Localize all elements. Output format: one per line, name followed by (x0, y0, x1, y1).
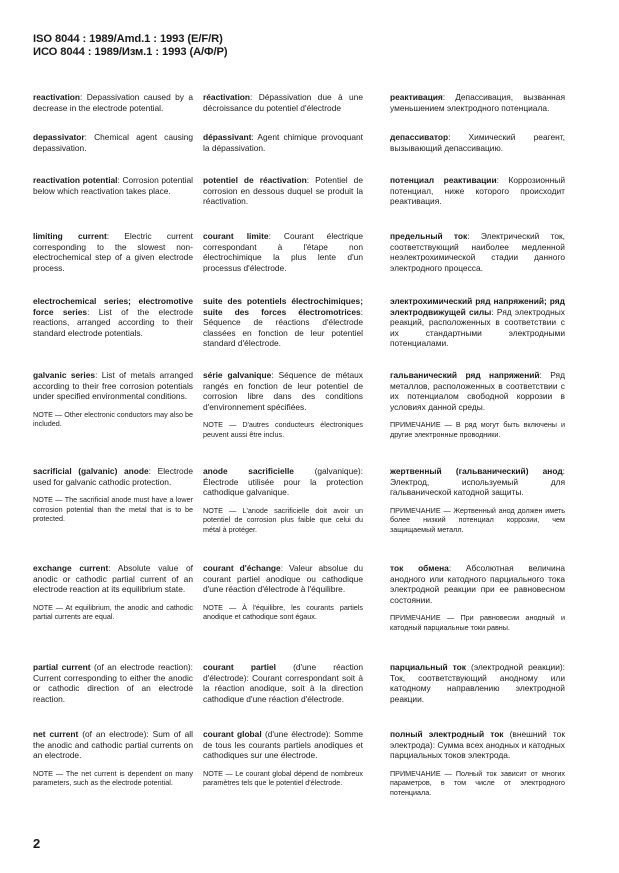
definition: : Dépassivation due à une décroissance du potentiel d'électrode (203, 92, 363, 113)
definition: : Séquence de métaux rangés en fonction de leur potentiel de corrosion libre dans des conditions d'environnement spécifiées. (203, 370, 363, 412)
note: NOTE — Le courant global dépend de nombreux paramètres tels que le potentiel d'électrode. (203, 768, 363, 788)
entry-en (33, 92, 193, 113)
term: ток обмена (390, 563, 449, 573)
definition: : Коррозионный потенциал, ниже которого происходит реактивация. (390, 175, 565, 207)
note: NOTE — The net current is dependent on many parameters, such as the electrode potential. (33, 768, 193, 788)
note: NOTE — L'anode sacrificielle doit avoir un potentiel de corrosion plus faible que celui du métal à protéger. (203, 505, 363, 534)
entry-ru (390, 231, 565, 273)
entry-en (33, 175, 193, 196)
term: courant limite (203, 231, 269, 241)
note: ПРИМЕЧАНИЕ — Жертвенный анод должен иметь более низкий потенциал коррозии, чем защищаемый металл. (390, 505, 565, 534)
entry-fr (203, 370, 363, 439)
term: depassivator (33, 132, 85, 142)
term: reactivation (33, 92, 81, 102)
definition: (of an electrode reaction): Current corresponding to either the anodic or cathodic direction of an electrode reaction. (33, 662, 193, 704)
page-number: 2 (33, 836, 41, 851)
entry-en (33, 132, 193, 153)
definition: : Absolute value of anodic or cathodic partial current of an electrode reaction at its equilibrium state. (33, 563, 193, 595)
definition: : List of metals arranged according to their free corrosion potentials under specified environmental conditions. (33, 370, 194, 402)
entry-en (33, 231, 193, 273)
definition: : Courant électrique correspondant à l'étape non électrochimique la plus lente d'un processus d'électrode. (203, 231, 363, 273)
entry-fr (203, 175, 363, 207)
term: net current (33, 729, 79, 739)
entry-ru (390, 466, 565, 534)
term: série galvanique (203, 370, 272, 380)
term: dépassivant (203, 132, 252, 142)
entry-fr (203, 132, 363, 153)
definition: : Абсолютная величина анодного или катодного парциального тока электродной реакции при ее равновесном состоянии. (390, 563, 565, 605)
entry-fr (203, 296, 363, 349)
entry-fr (203, 466, 363, 534)
entry-en (33, 466, 193, 523)
term: парциальный ток (390, 662, 466, 672)
term: полный электродный ток (390, 729, 504, 739)
definition: : Potentiel de corrosion en dessous duquel se produit la réactivation. (203, 175, 363, 207)
entry-ru (390, 175, 565, 207)
definition: (d'une électrode): Somme de tous les courants partiels anodiques et cathodiques sur une électrode. (203, 729, 363, 761)
term: réactivation (203, 92, 251, 102)
term: limiting current (33, 231, 107, 241)
entry-ru (390, 132, 565, 153)
definition: : Electrode used for galvanic cathodic protection. (33, 466, 193, 487)
note: ПРИМЕЧАНИЕ — Полный ток зависит от многих параметров, в том числе от электродного потенциала. (390, 768, 565, 797)
term: courant partiel (203, 662, 276, 672)
definition: : Depassivation caused by a decrease in the electrode potential. (33, 92, 193, 113)
entry-en (33, 563, 193, 622)
definition: (galvanique): Électrode utilisée pour la protection cathodique galvanique. (203, 466, 363, 498)
entry-en (33, 729, 193, 788)
term: potentiel de réactivation (203, 175, 307, 185)
entry-ru (390, 729, 565, 797)
definition: (внешний ток электрода): Сумма всех анодных и катодных парциальных токов электрода. (390, 729, 565, 761)
term: reactivation potential (33, 175, 118, 185)
definition: : Депассивация, вызванная уменьшением электродного потенциала. (390, 92, 565, 113)
definition: : Valeur absolue du courant partiel anodique ou cathodique d'une réaction d'électrode à l'équilibre. (203, 563, 364, 595)
definition: : Agent chimique provoquant la dépassivation. (203, 132, 363, 153)
entry-fr (203, 729, 363, 788)
definition: : Ряд электродных реакций, расположенных в соответствии с их стандартными электродными потенциалами. (390, 306, 565, 349)
note: ПРИМЕЧАНИЕ — При равновесии анодный и катодный парциальные токи равны. (390, 613, 565, 632)
entry-fr (203, 563, 363, 622)
definition: : Электрод, используемый для гальванической катодной защиты. (390, 466, 565, 498)
term: suite des potentiels électrochimiques; suite des forces électromotrices (203, 296, 363, 317)
term: sacrificial (galvanic) anode (33, 466, 149, 476)
term: exchange current (33, 563, 109, 573)
term: courant d'échange (203, 563, 281, 573)
entry-fr (203, 92, 363, 113)
term: electrochemical series; electromotive force series (33, 296, 193, 317)
definition: : List of the electrode reactions, arranged according to their standard electrode potentials. (33, 306, 193, 338)
note: NOTE — The sacrificial anode must have a lower corrosion potential than the metal that is to be protected. (33, 495, 193, 523)
definition: : Corrosion potential below which reactivation takes place. (33, 175, 194, 196)
definition: : Электрический ток, соответствующий наиболее медленной неэлектрохимической стадии данного электродного процесса. (390, 231, 565, 273)
entry-fr (203, 231, 363, 273)
definition: : Séquence de réactions d'électrode classées en fonction de leur potentiel standard d'électrode. (203, 306, 363, 349)
term: courant global (203, 729, 262, 739)
entry-ru (390, 563, 565, 632)
entry-en (33, 296, 193, 338)
entry-ru (390, 370, 565, 439)
term: galvanic series (33, 370, 96, 380)
entry-en (33, 662, 193, 704)
term: жертвенный (гальванический) анод (390, 466, 563, 476)
note: NOTE — D'autres conducteurs électroniques peuvent aussi être inclus. (203, 420, 363, 439)
note: NOTE — At equilibrium, the anodic and cathodic partial currents are equal. (33, 602, 193, 622)
definition: : Химический реагент, вызывающий депассивацию. (390, 132, 565, 153)
term: депассиватор (390, 132, 449, 142)
definition: : Electric current corresponding to the slowest non-electrochemical step of a given electrode process. (33, 231, 193, 273)
entry-ru (390, 92, 565, 113)
term: anode sacrificielle (203, 466, 294, 476)
term: реактивация (390, 92, 443, 102)
header-line-2: ИСО 8044 : 1989/Изм.1 : 1993 (А/Ф/Р) (33, 46, 228, 58)
definition: (d'une réaction d'électrode): Courant correspondant soit à la réaction anodique, soit à la direction cathodique d'une réaction d'électrode. (203, 662, 364, 704)
definition: (of an electrode): Sum of all the anodic and cathodic partial currents on an electrode. (33, 729, 193, 761)
entry-ru (390, 662, 565, 704)
header-line-1: ISO 8044 : 1989/Amd.1 : 1993 (E/F/R) (33, 33, 223, 45)
definition: (электродной реакции): Ток, соответствующий анодному или катодному направлению электродной реакции. (390, 662, 565, 704)
entry-en (33, 370, 193, 429)
entry-fr (203, 662, 363, 704)
term: partial current (33, 662, 91, 672)
term: потенциал реактивации (390, 175, 497, 185)
term: предельный ток (390, 231, 468, 241)
definition: : Ряд металлов, расположенных в соответствии с их потенциалом свободной коррозии в условиях данной среды. (390, 370, 565, 412)
definition: : Chemical agent causing depassivation. (33, 132, 193, 153)
note: ПРИМЕЧАНИЕ — В ряд могут быть включены и другие электронные проводники. (390, 420, 565, 439)
term: электрохимический ряд напряжений; ряд электродвижущей силы (390, 296, 565, 317)
entry-ru (390, 296, 565, 349)
note: NOTE — À l'équilibre, les courants partiels anodique et cathodique sont égaux. (203, 602, 363, 622)
note: NOTE — Other electronic conductors may also be included. (33, 409, 193, 429)
term: гальванический ряд напряжений (390, 370, 540, 380)
